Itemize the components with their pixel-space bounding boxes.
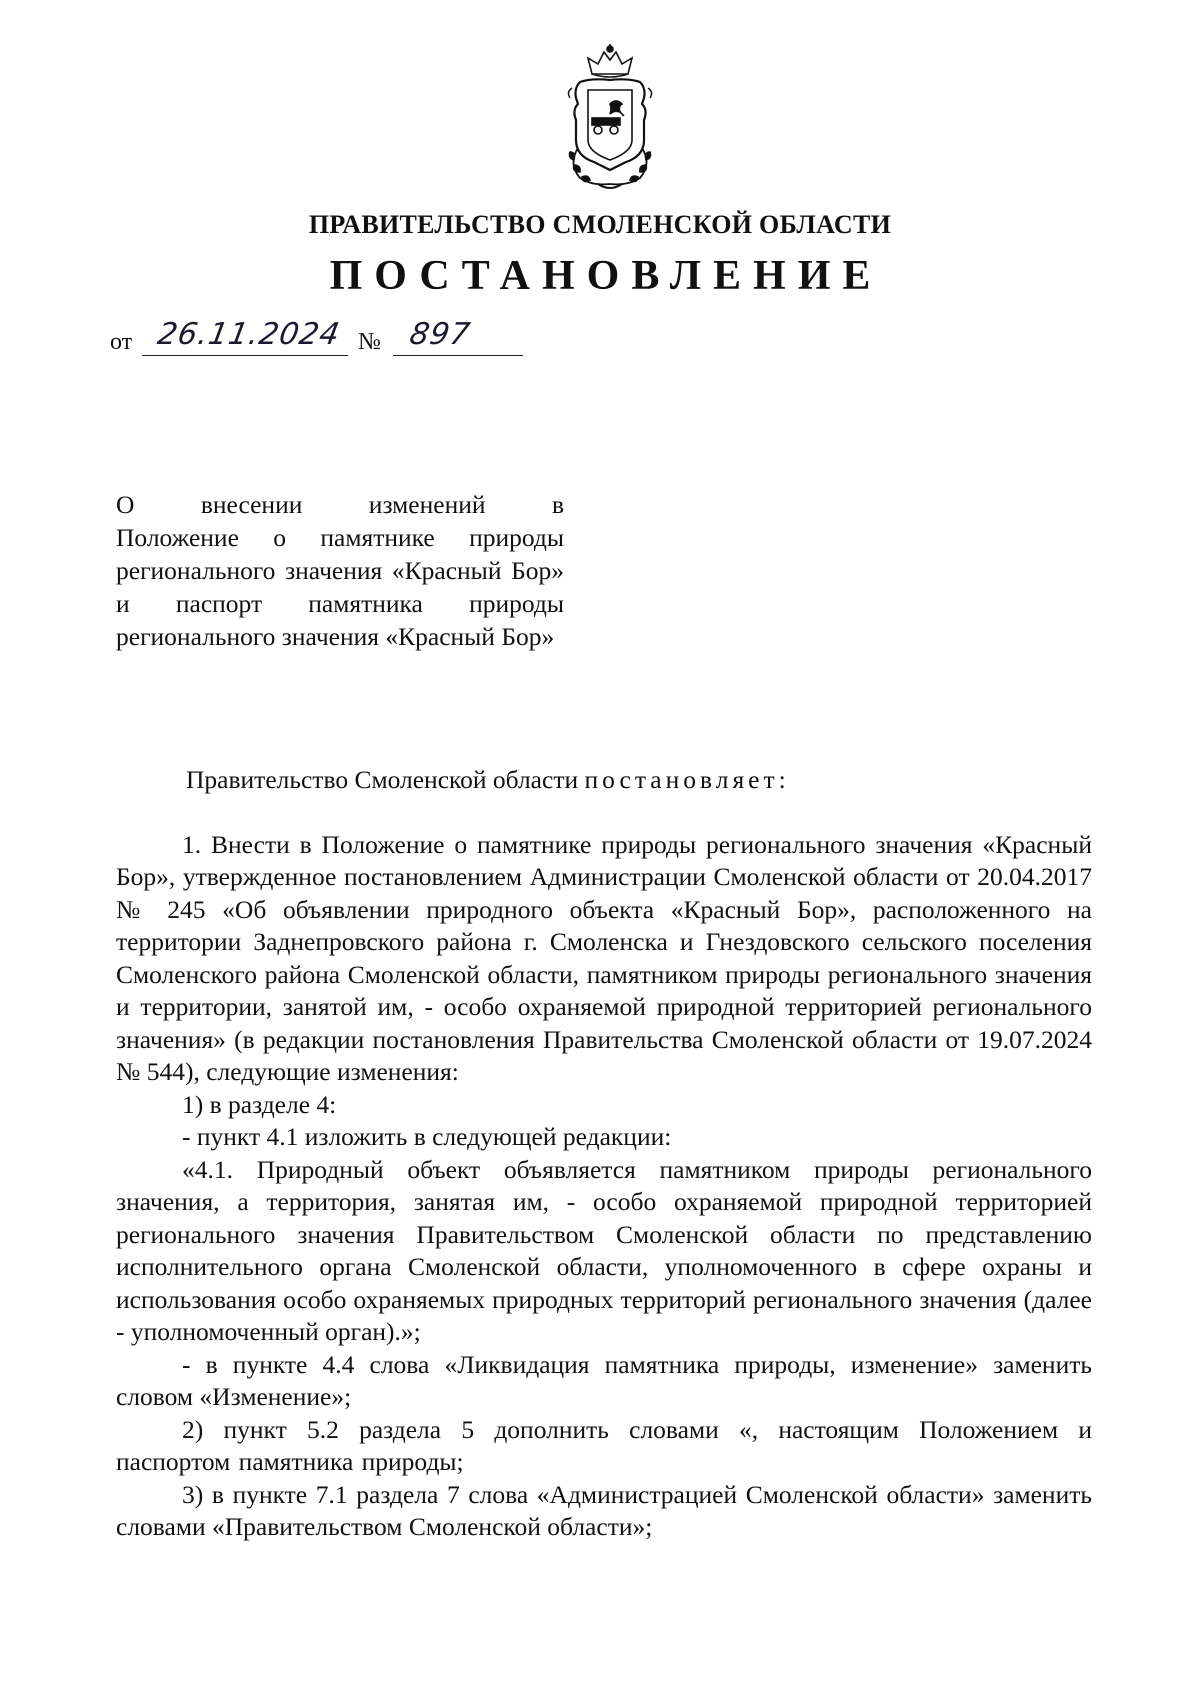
body-paragraph: - пункт 4.1 изложить в следующей редакции: [182, 1122, 672, 1151]
subject-rest: Положение о памятнике природы регионального значения «Красный Бор» и паспорт памятника природы регионального значения «Красный Бор» [116, 523, 564, 651]
body-paragraph: 1) в разделе 4: [182, 1089, 337, 1119]
government-title: ПРАВИТЕЛЬСТВО СМОЛЕНСКОЙ ОБЛАСТИ [308, 210, 892, 239]
body-paragraph: 3) в пункте 7.1 раздела 7 слова «Администрацией Смоленской области» заменить словами «Правительством Смоленской области»; [116, 1479, 1092, 1541]
body-paragraph: 2) пункт 5.2 раздела 5 дополнить словами «, настоящим Положением и паспортом памятника природы; [116, 1414, 1092, 1476]
body-paragraph: - в пункте 4.4 слова «Ликвидация памятника природы, изменение» заменить словом «Изменение»; [116, 1349, 1092, 1411]
subject-first-line [116, 488, 564, 521]
lead-verb: постановляет: [584, 765, 790, 794]
date-number-line [110, 317, 610, 364]
subject-word: О [116, 490, 135, 519]
number-prefix: № [358, 329, 381, 355]
subject-word: внесении [200, 490, 303, 519]
handwritten-number: 897 [406, 317, 474, 352]
decree-lead [116, 764, 1092, 797]
document-body [116, 764, 1092, 1544]
date-prefix: от [110, 329, 133, 355]
document-subject [116, 488, 564, 653]
subject-word: изменений [368, 490, 486, 519]
subject-word: в [551, 490, 564, 519]
handwritten-date: 26.11.2024 [154, 317, 343, 352]
smolensk-coat-of-arms-icon [558, 44, 662, 194]
body-paragraph: «4.1. Природный объект объявляется памятником природы регионального значения, а территория, занятая им, - особо охраняемой природной территорией регионального значения Правительством Смоленской области по представлению исполнительного органа Смоленской области, уполномоченного в сфере охраны и использования особо охраняемых природных территорий регионального значения (далее - уполномоченный орган).»; [116, 1154, 1092, 1346]
body-paragraph: 1. Внести в Положение о памятнике природы регионального значения «Красный Бор», утвержденное постановлением Администрации Смоленской области от 20.04.2017 № 245 «Об объявлении природного объекта «Красный Бор», расположенного на территории Заднепровского района г. Смоленска и Гнездовского сельского поселения Смоленского района Смоленской области, памятником природы регионального значения и территории, занятой им, - особо охраняемой природной территорией регионального значения» (в редакции постановления Правительства Смоленской области от 19.07.2024 № 544), следующие изменения: [116, 829, 1092, 1086]
lead-prefix: Правительство Смоленской области [186, 765, 585, 794]
document-type-title: ПОСТАНОВЛЕНИЕ [329, 253, 883, 299]
